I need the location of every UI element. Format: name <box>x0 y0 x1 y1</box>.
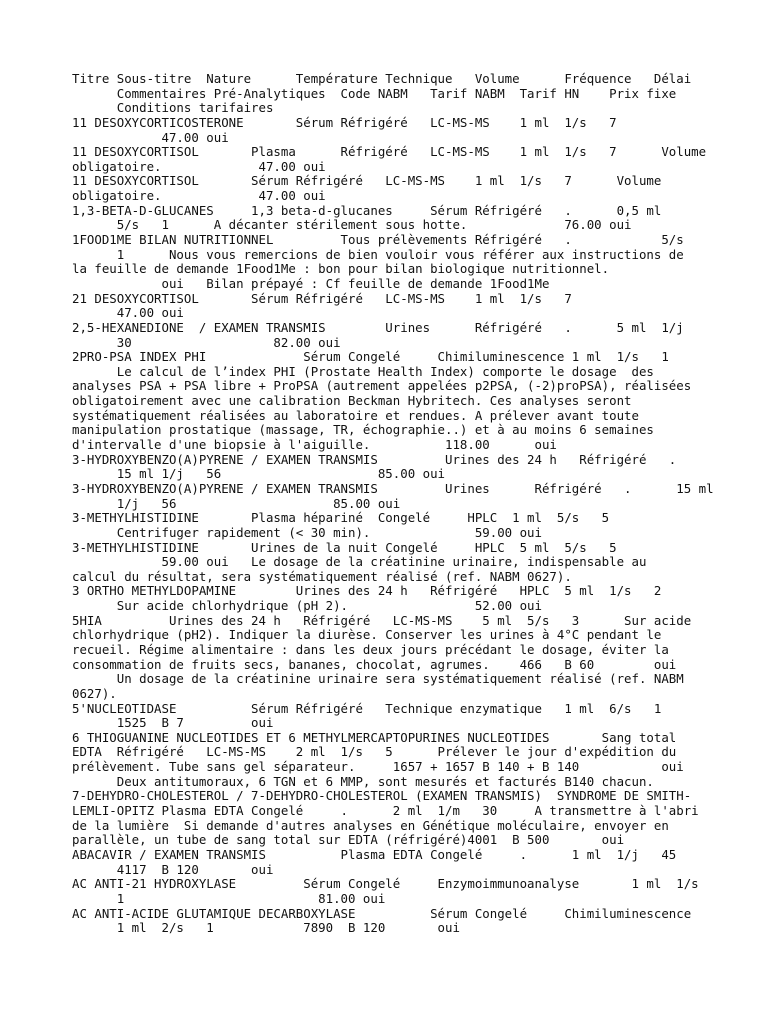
document-line: 3 ORTHO METHYLDOPAMINE Urines des 24 h Réfrigéré HPLC 5 ml 1/s 2 <box>72 583 662 599</box>
document-line: 1/j 56 85.00 oui <box>72 495 401 511</box>
document-line: 47.00 oui <box>72 129 229 145</box>
document-line: manipulation prostatique (massage, TR, échographie..) et à au moins 6 semaines <box>72 422 654 438</box>
document-line: 5'NUCLEOTIDASE Sérum Réfrigéré Technique enzymatique 1 ml 6/s 1 <box>72 700 662 716</box>
document-line: 1FOOD1ME BILAN NUTRITIONNEL Tous prélèvements Réfrigéré . 5/s <box>72 232 684 248</box>
document-line: parallèle, un tube de sang total sur EDTA (réfrigéré)4001 B 500 oui <box>72 832 625 848</box>
document-line: 47.00 oui <box>72 305 184 321</box>
document-line: consommation de fruits secs, bananes, chocolat, agrumes. 466 B 60 oui <box>72 656 677 672</box>
document-line: 3-HYDROXYBENZO(A)PYRENE / EXAMEN TRANSMIS Urines des 24 h Réfrigéré . <box>72 451 677 467</box>
document-line: Titre Sous-titre Nature Température Technique Volume Fréquence Délai <box>72 71 692 86</box>
document-line: Conditions tarifaires <box>72 100 274 116</box>
document-line: Commentaires Pré-Analytiques Code NABM Tarif NABM Tarif HN Prix fixe <box>72 85 677 101</box>
document-line: calcul du résultat, sera systématiquement réalisé (ref. NABM 0627). <box>72 568 572 584</box>
document-line: oui Bilan prépayé : Cf feuille de demande 1Food1Me <box>72 275 550 291</box>
document-line: obligatoire. 47.00 oui <box>72 158 326 174</box>
document-line: 11 DESOXYCORTICOSTERONE Sérum Réfrigéré LC-MS-MS 1 ml 1/s 7 <box>72 114 617 130</box>
document-line: 1 81.00 oui <box>72 890 386 906</box>
document-line: 4117 B 120 oui <box>72 861 274 877</box>
document-line: AC ANTI-ACIDE GLUTAMIQUE DECARBOXYLASE Sérum Congelé Chimiluminescence <box>72 905 692 921</box>
document-line: Un dosage de la créatinine urinaire sera systématiquement réalisé (ref. NABM <box>72 671 684 687</box>
document-line: de la lumière Si demande d'autres analyses en Génétique moléculaire, envoyer en <box>72 817 669 833</box>
document-line: 0627). <box>72 685 117 701</box>
document-line: Centrifuger rapidement (< 30 min). 59.00 oui <box>72 524 542 540</box>
document-line: 2PRO-PSA INDEX PHI Sérum Congelé Chimiluminescence 1 ml 1/s 1 <box>72 349 669 365</box>
document-line: 5/s 1 A décanter stérilement sous hotte. 76.00 oui <box>72 217 632 233</box>
document-line: AC ANTI-21 HYDROXYLASE Sérum Congelé Enzymoimmunoanalyse 1 ml 1/s <box>72 876 699 892</box>
document-line: obligatoirement avec une calibration Beckman Hybritech. Ces analyses seront <box>72 393 632 409</box>
document-line: 1 ml 2/s 1 7890 B 120 oui <box>72 920 460 936</box>
document-line: chlorhydrique (pH2). Indiquer la diurèse. Conserver les urines à 4°C pendant le <box>72 627 662 643</box>
document-line: 3-METHYLHISTIDINE Urines de la nuit Congelé HPLC 5 ml 5/s 5 <box>72 539 617 555</box>
document-line: 3-METHYLHISTIDINE Plasma hépariné Congelé HPLC 1 ml 5/s 5 <box>72 510 610 526</box>
document-line: prélèvement. Tube sans gel séparateur. 1657 + 1657 B 140 + B 140 oui <box>72 759 684 775</box>
document-line: analyses PSA + PSA libre + ProPSA (autrement appelées p2PSA, (-2)proPSA), réalisées <box>72 378 692 394</box>
document-line: 11 DESOXYCORTISOL Sérum Réfrigéré LC-MS-MS 1 ml 1/s 7 Volume <box>72 173 662 189</box>
document-line: 1525 B 7 oui <box>72 715 274 731</box>
document-line: Sur acide chlorhydrique (pH 2). 52.00 oui <box>72 598 542 614</box>
document-line: 59.00 oui Le dosage de la créatinine urinaire, indispensable au <box>72 554 647 570</box>
document-line: ABACAVIR / EXAMEN TRANSMIS Plasma EDTA Congelé . 1 ml 1/j 45 <box>72 846 677 862</box>
document-line: recueil. Régime alimentaire : dans les deux jours précédant le dosage, éviter la <box>72 641 669 657</box>
document-line: LEMLI-OPITZ Plasma EDTA Congelé . 2 ml 1/m 30 A transmettre à l'abri <box>72 803 699 819</box>
document-line: EDTA Réfrigéré LC-MS-MS 2 ml 1/s 5 Prélever le jour d'expédition du <box>72 744 677 760</box>
document-line: 3-HYDROXYBENZO(A)PYRENE / EXAMEN TRANSMIS Urines Réfrigéré . 15 ml <box>72 480 714 496</box>
document-line: 1 Nous vous remercions de bien vouloir vous référer aux instructions de <box>72 246 684 262</box>
document-line: 30 82.00 oui <box>72 334 341 350</box>
document-line: Le calcul de l’index PHI (Prostate Health Index) comporte le dosage des <box>72 363 654 379</box>
document-line: 1,3-BETA-D-GLUCANES 1,3 beta-d-glucanes Sérum Réfrigéré . 0,5 ml <box>72 202 662 218</box>
document-line: la feuille de demande 1Food1Me : bon pour bilan biologique nutritionnel. <box>72 261 610 277</box>
document-line: Deux antitumoraux, 6 TGN et 6 MMP, sont mesurés et facturés B140 chacun. <box>72 773 654 789</box>
document-line: 21 DESOXYCORTISOL Sérum Réfrigéré LC-MS-MS 1 ml 1/s 7 <box>72 290 572 306</box>
document-page <box>72 72 762 936</box>
document-line: 5HIA Urines des 24 h Réfrigéré LC-MS-MS 5 ml 5/s 3 Sur acide <box>72 612 692 628</box>
document-line: 2,5-HEXANEDIONE / EXAMEN TRANSMIS Urines Réfrigéré . 5 ml 1/j <box>72 319 684 335</box>
document-line: 6 THIOGUANINE NUCLEOTIDES ET 6 METHYLMERCAPTOPURINES NUCLEOTIDES Sang total <box>72 729 677 745</box>
document-line: systématiquement réalisées au laboratoire et rendues. A prélever avant toute <box>72 407 639 423</box>
document-line: d'intervalle d'une biopsie à l'aiguille. 118.00 oui <box>72 437 557 453</box>
document-line: 11 DESOXYCORTISOL Plasma Réfrigéré LC-MS-MS 1 ml 1/s 7 Volume <box>72 144 707 160</box>
document-line: obligatoire. 47.00 oui <box>72 188 326 204</box>
document-line: 7-DEHYDRO-CHOLESTEROL / 7-DEHYDRO-CHOLESTEROL (EXAMEN TRANSMIS) SYNDROME DE SMITH- <box>72 788 692 804</box>
document-line: 15 ml 1/j 56 85.00 oui <box>72 466 445 482</box>
